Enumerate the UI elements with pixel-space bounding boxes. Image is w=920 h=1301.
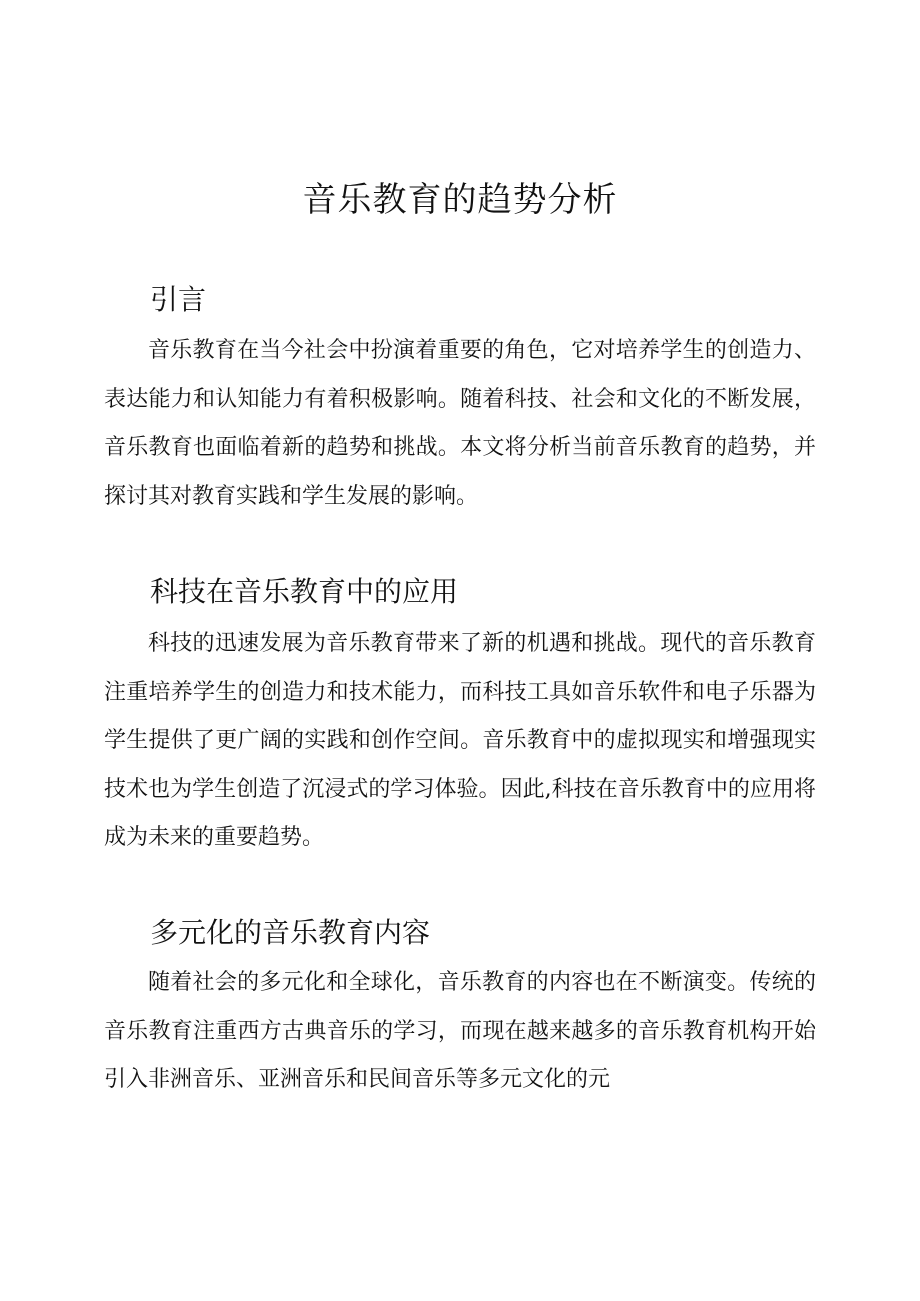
section-paragraph-diversity: 随着社会的多元化和全球化，音乐教育的内容也在不断演变。传统的音乐教育注重西方古典音乐的学习，而现在越来越多的音乐教育机构开始引入非洲音乐、亚洲音乐和民间音乐等多元文化的元 [104,970,816,1092]
section-paragraph-introduction: 音乐教育在当今社会中扮演着重要的角色，它对培养学生的创造力、表达能力和认知能力有着积极影响。随着科技、社会和文化的不断发展，音乐教育也面临着新的趋势和挑战。本文将分析当前音乐教育的趋势，并探讨其对教育实践和学生发展的影响。 [104,338,816,509]
section-heading-technology: 科技在音乐教育中的应用 [150,575,459,608]
document-title: 音乐教育的趋势分析 [302,180,618,220]
section-heading-diversity: 多元化的音乐教育内容 [150,916,431,949]
section-paragraph-technology: 科技的迅速发展为音乐教育带来了新的机遇和挑战。现代的音乐教育注重培养学生的创造力和技术能力，而科技工具如音乐软件和电子乐器为学生提供了更广阔的实践和创作空间。音乐教育中的虚拟现实和增强现实技术也为学生创造了沉浸式的学习体验。因此,科技在音乐教育中的应用将成为未来的重要趋势。 [104,631,816,850]
section-heading-introduction: 引言 [150,283,207,316]
